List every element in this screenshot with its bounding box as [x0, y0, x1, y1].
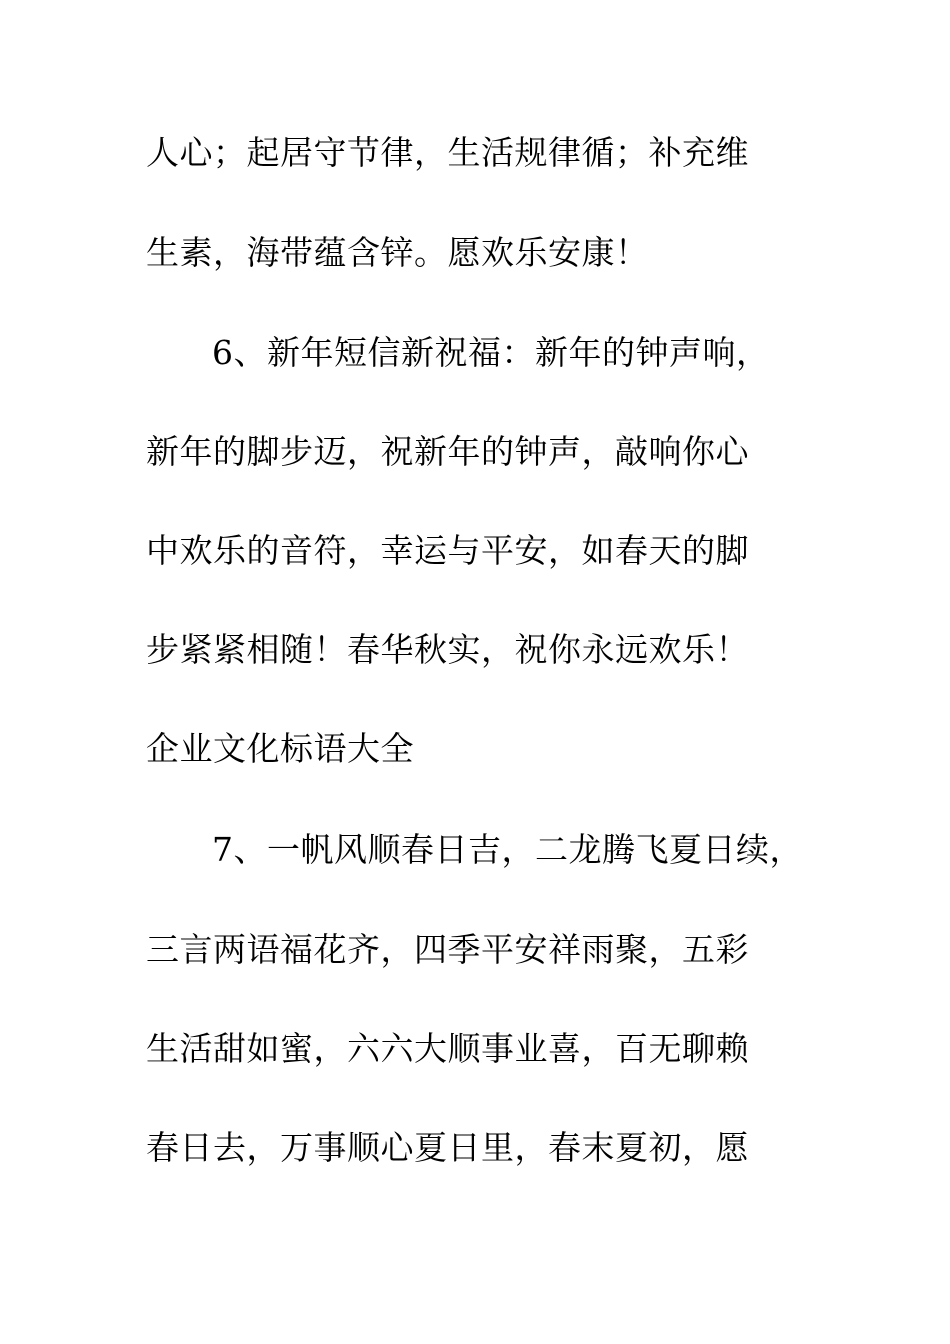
text-line: 生活甜如蜜，六六大顺事业喜，百无聊赖	[146, 1029, 749, 1068]
text-line: 步紧紧相随！春华秋实，祝你永远欢乐！	[146, 630, 749, 669]
text-line: 中欢乐的音符，幸运与平安，如春天的脚	[146, 531, 749, 570]
item-7-first-line: 7、一帆风顺春日吉，二龙腾飞夏日续，	[212, 830, 803, 869]
text-line: 新年的脚步迈，祝新年的钟声，敲响你心	[146, 432, 749, 471]
section-heading: 企业文化标语大全	[146, 729, 414, 768]
text-line: 生素，海带蕴含锌。愿欢乐安康！	[146, 233, 649, 272]
text-line: 春日去，万事顺心夏日里，春末夏初，愿	[146, 1128, 749, 1167]
item-6-first-line: 6、新年短信新祝福：新年的钟声响，	[212, 333, 770, 372]
text-line: 人心；起居守节律，生活规律循；补充维	[146, 133, 749, 172]
text-line: 三言两语福花齐，四季平安祥雨聚，五彩	[146, 930, 749, 969]
